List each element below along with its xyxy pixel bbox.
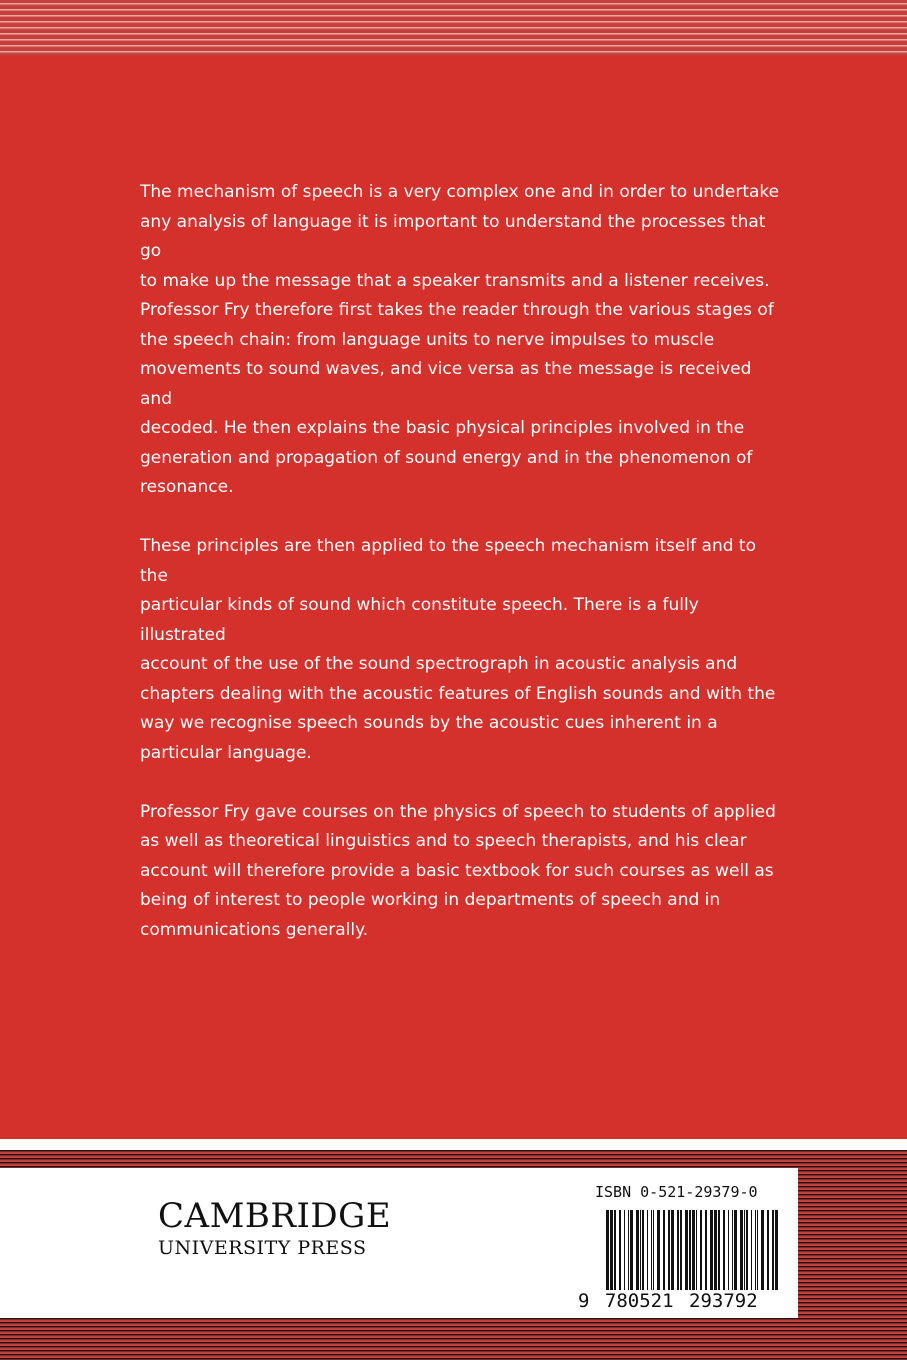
barcode-bar xyxy=(653,1210,654,1290)
barcode-bar xyxy=(755,1210,756,1290)
barcode-bar xyxy=(671,1210,674,1290)
barcode-bar xyxy=(767,1210,769,1290)
publisher-subname: UNIVERSITY PRESS xyxy=(158,1237,367,1259)
barcode xyxy=(604,1210,784,1298)
barcode-bar xyxy=(614,1210,616,1290)
barcode-group-2: 293792 xyxy=(689,1290,758,1312)
barcode-first-digit: 9 xyxy=(578,1290,590,1312)
publisher-name: CAMBRIDGE xyxy=(158,1196,392,1236)
barcode-bar xyxy=(696,1210,697,1290)
blurb-text xyxy=(140,178,780,975)
barcode-bar xyxy=(723,1210,725,1290)
barcode-bar xyxy=(640,1210,641,1290)
barcode-bar xyxy=(746,1210,748,1290)
barcode-bar xyxy=(757,1210,758,1290)
barcode-bar xyxy=(619,1210,621,1290)
isbn-label: ISBN 0-521-29379-0 xyxy=(595,1183,758,1201)
barcode-bar xyxy=(689,1210,691,1290)
barcode-bar xyxy=(692,1210,695,1290)
barcode-bar xyxy=(775,1210,778,1290)
barcode-bar xyxy=(718,1210,720,1290)
barcode-bar xyxy=(761,1210,764,1290)
blurb-paragraph-2: These principles are then applied to the speech mechanism itself and to the particular kinds of sound which constitute speech. There is a fully illustrated account of the use of the sound spectrograph in acoustic analysis and chapters dealing with the acoustic features of English sounds and with the way we recognise speech sounds by the acoustic cues inherent in a particular language. xyxy=(140,536,776,763)
barcode-bar xyxy=(705,1210,707,1290)
barcode-bar xyxy=(630,1210,633,1290)
barcode-bar xyxy=(734,1210,737,1290)
barcode-number xyxy=(578,1290,758,1312)
barcode-group-1: 780521 xyxy=(604,1290,674,1312)
barcode-bar xyxy=(628,1210,629,1290)
white-divider xyxy=(0,1139,907,1150)
barcode-bar xyxy=(610,1210,613,1290)
barcode-bar xyxy=(663,1210,665,1290)
blurb-paragraph-1: The mechanism of speech is a very complex one and in order to undertake any analysis of language it is important to understand the processes that go to make up the message that a speaker transmits and a listener receives. Professor Fry therefore first takes the reader through the various stages of the speech chain: from language units to nerve impulses to muscle movements to sound waves, and vice versa as the message is received and decoded. He then explains the basic physical principles involved in the generation and propagation of sound energy and in the phenomenon of resonance. xyxy=(140,182,780,497)
barcode-bar xyxy=(751,1210,752,1290)
barcode-bar xyxy=(624,1210,625,1290)
barcode-bar xyxy=(606,1210,609,1290)
barcode-bar xyxy=(677,1210,679,1290)
barcode-bar xyxy=(732,1210,733,1290)
publisher-logo xyxy=(158,1196,392,1259)
barcode-bar xyxy=(680,1210,682,1290)
barcode-bar xyxy=(647,1210,648,1290)
barcode-bar xyxy=(714,1210,717,1290)
barcode-bar xyxy=(700,1210,702,1290)
barcode-bar xyxy=(772,1210,774,1290)
barcode-bar xyxy=(636,1210,639,1290)
barcode-bar xyxy=(710,1210,713,1290)
blurb-paragraph-3: Professor Fry gave courses on the physics of speech to students of applied as well as theoretical linguistics and to speech therapists, and his clear account will therefore provide a basic textbook for such courses as well as being of interest to people working in departments of speech and in communications generally. xyxy=(140,801,776,940)
barcode-bar xyxy=(657,1210,660,1290)
barcode-bar xyxy=(744,1210,745,1290)
barcode-bar xyxy=(651,1210,652,1290)
barcode-bar xyxy=(668,1210,670,1290)
barcode-bar xyxy=(642,1210,644,1290)
barcode-bar xyxy=(685,1210,688,1290)
barcode-bar xyxy=(740,1210,743,1290)
top-stripe-band xyxy=(0,0,907,56)
barcode-bar xyxy=(728,1210,729,1290)
